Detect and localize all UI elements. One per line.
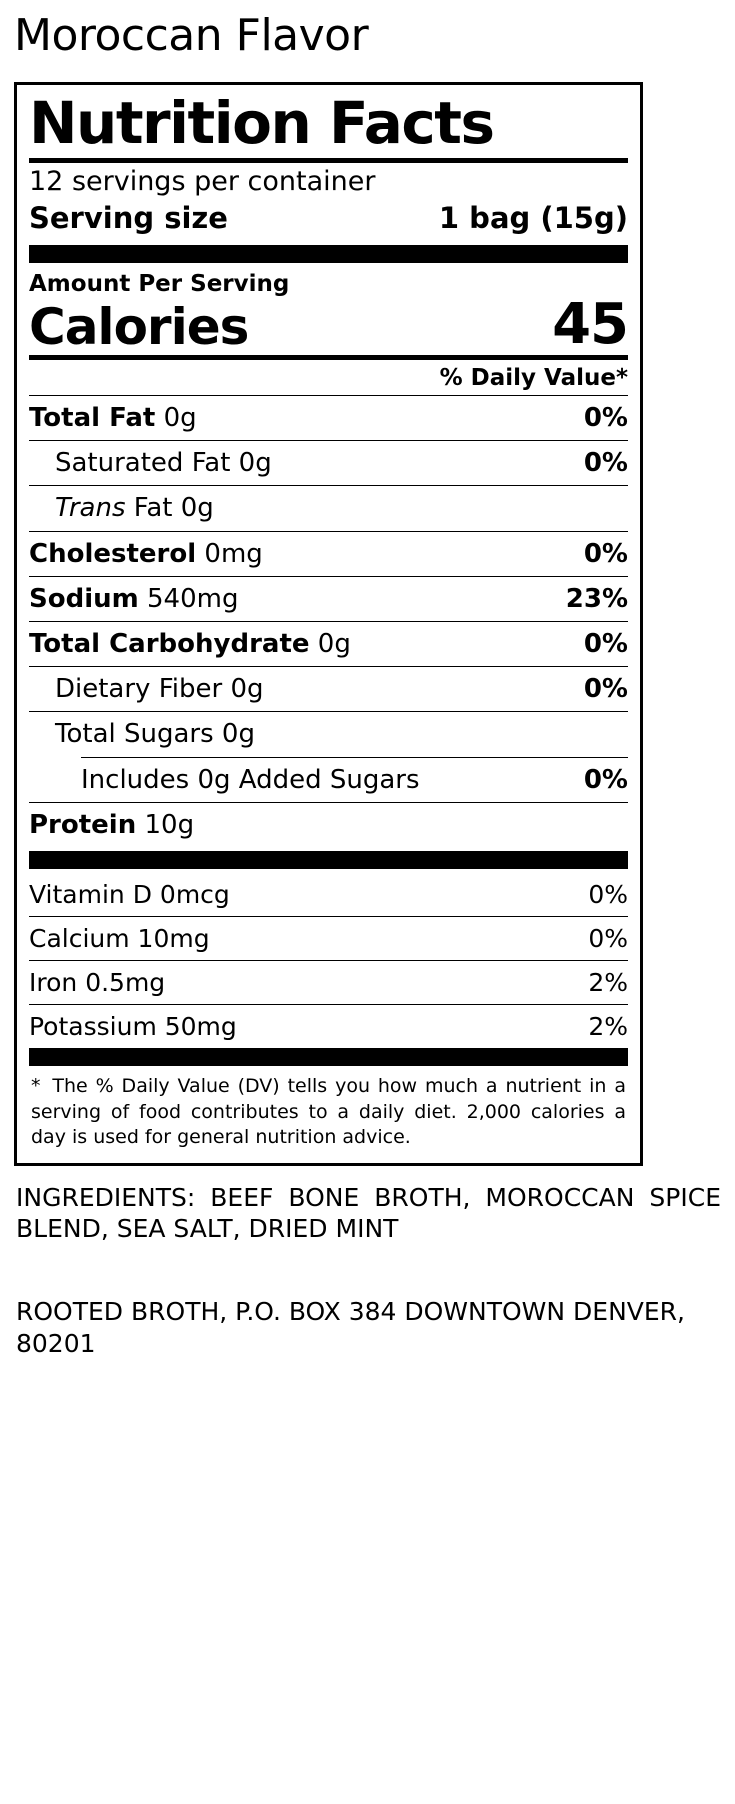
table-row [29, 803, 628, 847]
nutrient-name: Includes 0g Added Sugars [81, 764, 420, 795]
nutrient-name: Cholesterol 0mg [29, 538, 263, 569]
serving-size-row [29, 201, 628, 241]
company-address: ROOTED BROTH, P.O. BOX 384 DOWNTOWN DENVER, 80201 [16, 1297, 685, 1358]
nutrient-name: Iron 0.5mg [29, 967, 166, 997]
nutrient-dv: 0% [583, 538, 628, 569]
divider [29, 1048, 628, 1066]
table-row [29, 441, 628, 485]
nutrition-facts-heading: Nutrition Facts [29, 89, 494, 158]
amount-per-serving-label: Amount Per Serving [29, 271, 290, 298]
nutrient-name: Saturated Fat 0g [55, 448, 272, 479]
calories-row [29, 292, 628, 358]
ingredients-text: INGREDIENTS: BEEF BONE BROTH, MOROCCAN SPICE BLEND, SEA SALT, DRIED MINT [16, 1182, 721, 1244]
page-title: Moroccan Flavor [14, 10, 369, 61]
daily-value-footnote [29, 1066, 628, 1153]
nutrient-name: Total Fat 0g [29, 403, 197, 434]
table-row [29, 667, 628, 711]
calories-value: 45 [552, 292, 628, 358]
footnote-text: The % Daily Value (DV) tells you how much a nutrient in a serving of food contributes to a daily diet. 2,000 calories a day is used for general nutrition advice. [31, 1074, 626, 1149]
nutrient-dv: 2% [588, 1011, 628, 1041]
nutrient-name: Calcium 10mg [29, 923, 210, 953]
nutrient-name: Protein 10g [29, 809, 195, 840]
nutrient-dv: 23% [565, 583, 628, 614]
table-row [29, 917, 628, 960]
nutrition-facts-panel [14, 82, 643, 1165]
nutrient-dv: 0% [583, 764, 628, 795]
table-row [29, 486, 628, 530]
nutrient-dv: 0% [583, 628, 628, 659]
nutrient-name: Total Sugars 0g [55, 719, 255, 750]
thick-divider [29, 245, 628, 263]
footnote-star: * [31, 1074, 41, 1097]
table-row [29, 712, 628, 756]
table-row [29, 758, 628, 802]
nutrient-name: Total Carbohydrate 0g [29, 628, 351, 659]
thick-divider [29, 851, 628, 869]
table-row [29, 577, 628, 621]
table-row [29, 961, 628, 1004]
nutrient-name: Vitamin D 0mcg [29, 879, 230, 909]
nutrient-name: Potassium 50mg [29, 1011, 237, 1041]
vitamins-section [29, 873, 628, 1048]
nutrient-name: Dietary Fiber 0g [55, 674, 264, 705]
nutrient-dv: 0% [583, 403, 628, 434]
nutrient-name: Sodium 540mg [29, 583, 239, 614]
nutrient-dv: 2% [588, 967, 628, 997]
table-row [29, 396, 628, 440]
table-row [29, 622, 628, 666]
nutrient-dv: 0% [588, 879, 628, 909]
calories-label: Calories [29, 297, 249, 356]
nutrient-dv: 0% [583, 448, 628, 479]
serving-size-value: 1 bag (15g) [438, 201, 628, 236]
nutrition-label-page [0, 12, 735, 1359]
table-row [29, 873, 628, 916]
serving-size-label: Serving size [29, 201, 228, 236]
nutrient-name: Trans Fat 0g [55, 493, 214, 524]
servings-per-container: 12 servings per container [29, 166, 376, 198]
nutrient-dv: 0% [583, 674, 628, 705]
table-row [29, 1005, 628, 1048]
daily-value-header: % Daily Value* [439, 365, 628, 392]
nutrient-dv: 0% [588, 923, 628, 953]
table-row [29, 532, 628, 576]
